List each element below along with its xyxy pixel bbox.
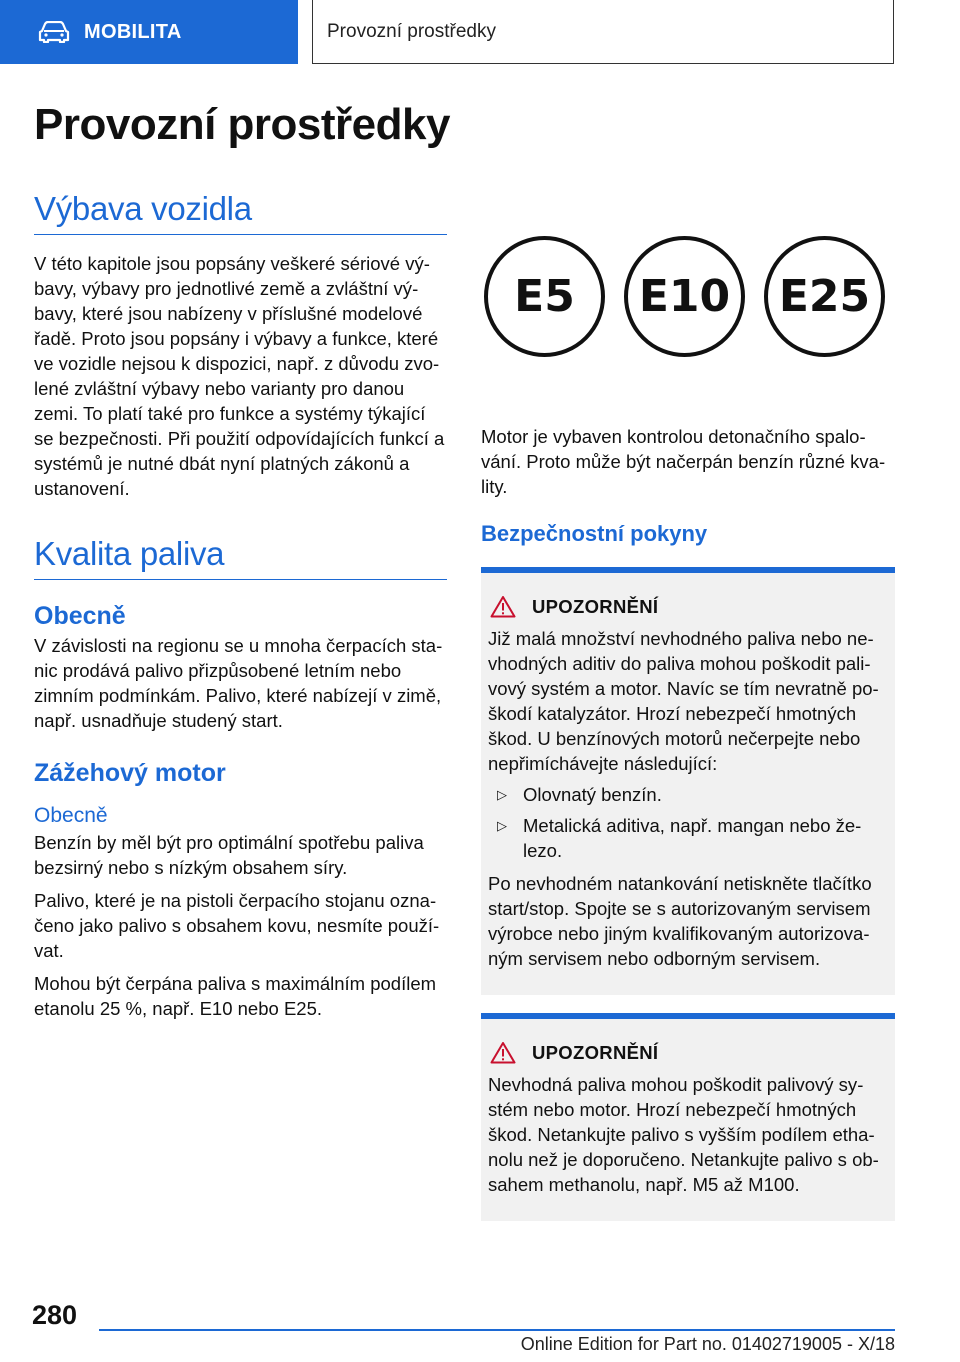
section-heading-vybava: Výbava vozidla <box>34 190 447 235</box>
fuel-sign-e25: E25 <box>764 236 885 357</box>
left-column <box>34 190 447 1021</box>
warning-box-1 <box>481 567 895 995</box>
subheading-obecne-2: Obecně <box>34 804 108 827</box>
zazehovy-p3: Mohou být čerpána paliva s maximálním podílem etanolu 25 %, např. E10 nebo E25. <box>34 973 437 1019</box>
warning-box-2 <box>481 1013 895 1221</box>
zazehovy-p1: Benzín by měl být pro optimální spotřebu paliva bezsirný nebo s nízkým obsahem síry. <box>34 832 424 878</box>
obecne-text: V závislosti na regionu se u mnoha čerpacích stanic prodává palivo přizpůsobené letním nebo zimním podmínkám. Palivo, které nabízejí v zimě, např. usnadňuje studený start. <box>34 635 443 731</box>
bullet-triangle-icon: ▷ <box>497 787 507 802</box>
edition-footer: Online Edition for Part no. 01402719005 - X/18 <box>520 1334 895 1354</box>
fuel-signs-figure <box>481 236 895 396</box>
fuel-sign-e10: E10 <box>624 236 745 357</box>
warning-label: UPOZORNĚNÍ <box>532 595 659 617</box>
subheading-zazehovy-motor: Zážehový motor <box>34 759 226 787</box>
section-label: MOBILITA <box>84 20 182 43</box>
chapter-header <box>312 0 894 64</box>
warning-text: Nevhodná paliva mohou poškodit palivový systém nebo motor. Hrozí nebezpečí hmotných škod. Netankujte palivo s vyšším podílem ethanolu než je doporučeno. Netankujte palivo s obsahem methanolu, např. M5 až M100. <box>488 1074 879 1195</box>
page-number: 280 <box>32 1300 78 1330</box>
motor-text: Motor je vybaven kontrolou detonačního spalování. Proto může být načerpán benzín různé kvality. <box>481 426 886 497</box>
warning-label: UPOZORNĚNÍ <box>532 1041 659 1063</box>
warning-triangle-icon <box>490 1041 516 1064</box>
fuel-sign-e5: E5 <box>484 236 605 357</box>
section-tab <box>0 0 298 64</box>
car-icon <box>38 21 70 43</box>
chapter-title: Provozní prostředky <box>327 20 496 42</box>
subheading-obecne: Obecně <box>34 602 126 630</box>
warning-after-text: Po nevhodném natankování netiskněte tlačítko start/stop. Spojte se s autorizovaným servisem výrobce nebo jiným kvalifikovaným autorizovaným servisem nebo odborným servisem. <box>488 873 872 969</box>
list-item <box>488 813 887 863</box>
safety-heading: Bezpečnostní pokyny <box>481 521 708 546</box>
warning-text: Již malá množství nevhodného paliva nebo nevhodných aditiv do paliva mohou poškodit palivový systém a motor. Navíc se tím nevratně poškodí katalyzátor. Hrozí nebezpečí hmotných škod. U benzínových motorů nečerpejte nebo nepřimíchávejte následující: <box>488 628 879 774</box>
vybava-text: V této kapitole jsou popsány veškeré sériové výbavy, výbavy pro jednotlivé země a zvláštní výbavy, které jsou nabízeny v příslušné modelové řadě. Proto jsou popsány i výbavy a funkce, které ve vozidle nejsou k dispozici, např. z důvodu zvolené zvláštní výbavy nebo varianty pro danou zemi. To platí také pro funkce a systémy týkající se bezpečnosti. Při použití odpovídajících funkcí a systémů je nutné dbát nyní platných zákonů a ustanovení. <box>34 253 445 499</box>
list-item-text: Olovnatý benzín. <box>523 784 662 805</box>
list-item <box>488 782 887 807</box>
section-heading-kvalita: Kvalita paliva <box>34 535 447 580</box>
page-title: Provozní prostředky <box>34 100 450 149</box>
bullet-triangle-icon: ▷ <box>497 818 507 833</box>
footer-divider <box>99 1329 895 1331</box>
warning-triangle-icon <box>490 595 516 618</box>
right-column <box>481 236 895 1221</box>
zazehovy-p2: Palivo, které je na pistoli čerpacího stojanu označeno jako palivo s obsahem kovu, nesmíte používat. <box>34 890 440 961</box>
warning-header <box>488 595 887 618</box>
warning-header <box>488 1041 887 1064</box>
list-item-text: Metalická aditiva, např. mangan nebo železo. <box>523 815 862 861</box>
